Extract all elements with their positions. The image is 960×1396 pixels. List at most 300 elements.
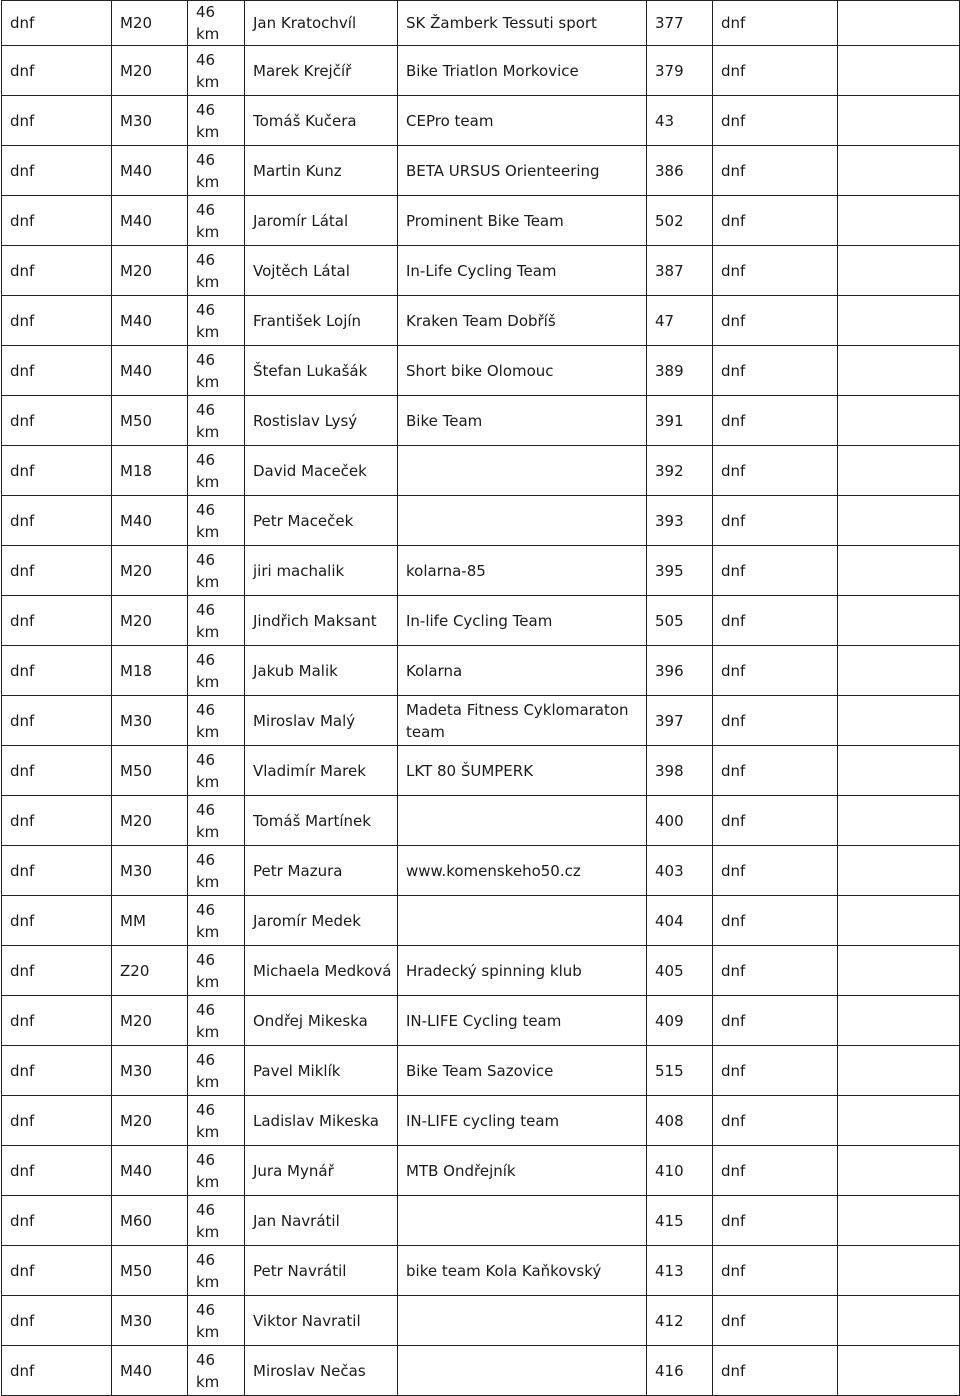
table-row <box>2 696 960 746</box>
distance-unit: km <box>196 1222 220 1241</box>
distance-unit: km <box>196 472 220 491</box>
start-number-cell: 377 <box>647 1 713 46</box>
distance-cell <box>188 1346 245 1396</box>
team-cell: SK Žamberk Tessuti sport <box>398 1 647 46</box>
distance-unit: km <box>196 1272 220 1291</box>
start-number-cell: 405 <box>647 946 713 996</box>
empty-cell <box>838 396 960 446</box>
category-cell: M40 <box>112 1346 188 1396</box>
empty-cell <box>838 346 960 396</box>
empty-cell <box>838 796 960 846</box>
table-row <box>2 896 960 946</box>
status-cell: dnf <box>2 1 112 46</box>
start-number-cell: 389 <box>647 346 713 396</box>
status-cell: dnf <box>2 246 112 296</box>
distance-cell <box>188 46 245 96</box>
team-cell: MTB Ondřejník <box>398 1146 647 1196</box>
start-number-cell: 396 <box>647 646 713 696</box>
table-row <box>2 1046 960 1096</box>
empty-cell <box>838 1246 960 1296</box>
rider-name-cell: Petr Mazura <box>245 846 398 896</box>
result-cell: dnf <box>713 1296 838 1346</box>
result-cell: dnf <box>713 1096 838 1146</box>
rider-name-cell: František Lojín <box>245 296 398 346</box>
distance-value: 46 <box>196 1050 216 1069</box>
rider-name-cell: Jan Navrátil <box>245 1196 398 1246</box>
status-cell: dnf <box>2 1096 112 1146</box>
status-cell: dnf <box>2 796 112 846</box>
distance-cell <box>188 396 245 446</box>
distance-cell <box>188 246 245 296</box>
empty-cell <box>838 446 960 496</box>
empty-cell <box>838 46 960 96</box>
distance-value: 46 <box>196 100 216 119</box>
team-cell: Kolarna <box>398 646 647 696</box>
start-number-cell: 502 <box>647 196 713 246</box>
distance-unit: km <box>196 772 220 791</box>
distance-value: 46 <box>196 1100 216 1119</box>
status-cell: dnf <box>2 1346 112 1396</box>
team-cell <box>398 896 647 946</box>
status-cell: dnf <box>2 896 112 946</box>
distance-unit: km <box>196 922 220 941</box>
table-row <box>2 146 960 196</box>
start-number-cell: 505 <box>647 596 713 646</box>
status-cell: dnf <box>2 296 112 346</box>
distance-cell <box>188 196 245 246</box>
start-number-cell: 387 <box>647 246 713 296</box>
table-row <box>2 546 960 596</box>
team-cell: bike team Kola Kaňkovský <box>398 1246 647 1296</box>
distance-cell <box>188 1096 245 1146</box>
rider-name-cell: Rostislav Lysý <box>245 396 398 446</box>
rider-name-cell: jiri machalik <box>245 546 398 596</box>
distance-unit: km <box>196 372 220 391</box>
table-row <box>2 1146 960 1196</box>
start-number-cell: 393 <box>647 496 713 546</box>
table-row <box>2 1296 960 1346</box>
distance-unit: km <box>196 1122 220 1141</box>
status-cell: dnf <box>2 396 112 446</box>
team-cell: Madeta Fitness Cyklomaraton team <box>398 696 647 746</box>
table-row <box>2 46 960 96</box>
rider-name-cell: Jura Mynář <box>245 1146 398 1196</box>
distance-unit: km <box>196 622 220 641</box>
category-cell: M20 <box>112 246 188 296</box>
distance-unit: km <box>196 322 220 341</box>
team-cell: IN-LIFE Cycling team <box>398 996 647 1046</box>
distance-value: 46 <box>196 3 216 21</box>
start-number-cell: 398 <box>647 746 713 796</box>
status-cell: dnf <box>2 546 112 596</box>
rider-name-cell: Ladislav Mikeska <box>245 1096 398 1146</box>
distance-value: 46 <box>196 800 216 819</box>
rider-name-cell: Petr Maceček <box>245 496 398 546</box>
distance-unit: km <box>196 872 220 891</box>
rider-name-cell: Viktor Navratil <box>245 1296 398 1346</box>
team-cell <box>398 446 647 496</box>
rider-name-cell: Tomáš Martínek <box>245 796 398 846</box>
result-cell: dnf <box>713 946 838 996</box>
distance-value: 46 <box>196 750 216 769</box>
result-cell: dnf <box>713 746 838 796</box>
distance-value: 46 <box>196 200 216 219</box>
rider-name-cell: David Maceček <box>245 446 398 496</box>
category-cell: M60 <box>112 1196 188 1246</box>
team-cell: LKT 80 ŠUMPERK <box>398 746 647 796</box>
empty-cell <box>838 1146 960 1196</box>
distance-cell <box>188 346 245 396</box>
category-cell: M30 <box>112 1046 188 1096</box>
distance-cell <box>188 646 245 696</box>
empty-cell <box>838 946 960 996</box>
rider-name-cell: Štefan Lukašák <box>245 346 398 396</box>
distance-value: 46 <box>196 600 216 619</box>
category-cell: M50 <box>112 396 188 446</box>
table-row <box>2 796 960 846</box>
table-row <box>2 746 960 796</box>
table-row <box>2 1096 960 1146</box>
distance-cell <box>188 846 245 896</box>
results-body <box>2 1 960 1396</box>
category-cell: M30 <box>112 846 188 896</box>
empty-cell <box>838 896 960 946</box>
distance-cell <box>188 1246 245 1296</box>
table-row <box>2 196 960 246</box>
result-cell: dnf <box>713 246 838 296</box>
result-cell: dnf <box>713 146 838 196</box>
rider-name-cell: Marek Krejčíř <box>245 46 398 96</box>
category-cell: M40 <box>112 1146 188 1196</box>
distance-value: 46 <box>196 1300 216 1319</box>
category-cell: M30 <box>112 696 188 746</box>
start-number-cell: 410 <box>647 1146 713 1196</box>
table-row <box>2 346 960 396</box>
distance-value: 46 <box>196 400 216 419</box>
team-cell <box>398 796 647 846</box>
category-cell: M18 <box>112 646 188 696</box>
category-cell: M20 <box>112 996 188 1046</box>
distance-unit: km <box>196 822 220 841</box>
table-row <box>2 1246 960 1296</box>
empty-cell <box>838 1096 960 1146</box>
result-cell: dnf <box>713 596 838 646</box>
distance-unit: km <box>196 1372 220 1391</box>
team-cell: In-Life Cycling Team <box>398 246 647 296</box>
category-cell: M18 <box>112 446 188 496</box>
category-cell: M50 <box>112 1246 188 1296</box>
status-cell: dnf <box>2 746 112 796</box>
distance-value: 46 <box>196 50 216 69</box>
category-cell: M20 <box>112 796 188 846</box>
team-cell: Prominent Bike Team <box>398 196 647 246</box>
rider-name-cell: Martin Kunz <box>245 146 398 196</box>
distance-value: 46 <box>196 150 216 169</box>
distance-unit: km <box>196 172 220 191</box>
start-number-cell: 408 <box>647 1096 713 1146</box>
status-cell: dnf <box>2 496 112 546</box>
start-number-cell: 395 <box>647 546 713 596</box>
result-cell: dnf <box>713 446 838 496</box>
empty-cell <box>838 746 960 796</box>
status-cell: dnf <box>2 96 112 146</box>
empty-cell <box>838 596 960 646</box>
team-cell: Bike Triatlon Morkovice <box>398 46 647 96</box>
category-cell: M40 <box>112 346 188 396</box>
result-cell: dnf <box>713 796 838 846</box>
rider-name-cell: Petr Navrátil <box>245 1246 398 1296</box>
start-number-cell: 416 <box>647 1346 713 1396</box>
distance-unit: km <box>196 1322 220 1341</box>
table-row <box>2 1346 960 1396</box>
distance-unit: km <box>196 522 220 541</box>
empty-cell <box>838 996 960 1046</box>
distance-cell <box>188 296 245 346</box>
distance-value: 46 <box>196 950 216 969</box>
distance-cell <box>188 896 245 946</box>
distance-value: 46 <box>196 350 216 369</box>
distance-unit: km <box>196 722 220 741</box>
distance-value: 46 <box>196 500 216 519</box>
status-cell: dnf <box>2 646 112 696</box>
start-number-cell: 403 <box>647 846 713 896</box>
table-row <box>2 846 960 896</box>
rider-name-cell: Miroslav Malý <box>245 696 398 746</box>
empty-cell <box>838 96 960 146</box>
distance-unit: km <box>196 972 220 991</box>
distance-cell <box>188 1046 245 1096</box>
distance-value: 46 <box>196 1150 216 1169</box>
start-number-cell: 409 <box>647 996 713 1046</box>
empty-cell <box>838 696 960 746</box>
category-cell: MM <box>112 896 188 946</box>
empty-cell <box>838 846 960 896</box>
table-row <box>2 246 960 296</box>
result-cell: dnf <box>713 1046 838 1096</box>
start-number-cell: 413 <box>647 1246 713 1296</box>
rider-name-cell: Michaela Medková <box>245 946 398 996</box>
distance-cell <box>188 546 245 596</box>
distance-unit: km <box>196 72 220 91</box>
start-number-cell: 404 <box>647 896 713 946</box>
team-cell: Hradecký spinning klub <box>398 946 647 996</box>
category-cell: M40 <box>112 146 188 196</box>
start-number-cell: 43 <box>647 96 713 146</box>
table-row <box>2 96 960 146</box>
rider-name-cell: Jan Kratochvíl <box>245 1 398 46</box>
status-cell: dnf <box>2 696 112 746</box>
result-cell: dnf <box>713 846 838 896</box>
category-cell: M30 <box>112 1296 188 1346</box>
distance-cell <box>188 796 245 846</box>
distance-value: 46 <box>196 1350 216 1369</box>
category-cell: M40 <box>112 296 188 346</box>
status-cell: dnf <box>2 46 112 96</box>
status-cell: dnf <box>2 196 112 246</box>
distance-cell <box>188 696 245 746</box>
empty-cell <box>838 146 960 196</box>
team-cell: IN-LIFE cycling team <box>398 1096 647 1146</box>
distance-cell <box>188 96 245 146</box>
table-row <box>2 596 960 646</box>
team-cell <box>398 1196 647 1246</box>
table-row <box>2 296 960 346</box>
status-cell: dnf <box>2 146 112 196</box>
distance-cell <box>188 596 245 646</box>
distance-cell <box>188 996 245 1046</box>
team-cell <box>398 496 647 546</box>
distance-unit: km <box>196 1022 220 1041</box>
table-row <box>2 996 960 1046</box>
result-cell: dnf <box>713 546 838 596</box>
distance-value: 46 <box>196 1250 216 1269</box>
results-table <box>1 0 960 1396</box>
team-cell: Short bike Olomouc <box>398 346 647 396</box>
status-cell: dnf <box>2 946 112 996</box>
category-cell: Z20 <box>112 946 188 996</box>
status-cell: dnf <box>2 1246 112 1296</box>
team-cell <box>398 1346 647 1396</box>
distance-value: 46 <box>196 1200 216 1219</box>
category-cell: M30 <box>112 96 188 146</box>
start-number-cell: 400 <box>647 796 713 846</box>
rider-name-cell: Jaromír Medek <box>245 896 398 946</box>
status-cell: dnf <box>2 346 112 396</box>
team-cell: Kraken Team Dobříš <box>398 296 647 346</box>
distance-cell <box>188 1196 245 1246</box>
distance-unit: km <box>196 572 220 591</box>
status-cell: dnf <box>2 1196 112 1246</box>
distance-unit: km <box>196 1172 220 1191</box>
table-row <box>2 946 960 996</box>
distance-value: 46 <box>196 450 216 469</box>
result-cell: dnf <box>713 1 838 46</box>
team-cell: CEPro team <box>398 96 647 146</box>
table-row <box>2 1196 960 1246</box>
rider-name-cell: Miroslav Nečas <box>245 1346 398 1396</box>
start-number-cell: 47 <box>647 296 713 346</box>
table-row <box>2 1 960 46</box>
rider-name-cell: Jakub Malik <box>245 646 398 696</box>
result-cell: dnf <box>713 46 838 96</box>
team-cell: Bike Team Sazovice <box>398 1046 647 1096</box>
start-number-cell: 397 <box>647 696 713 746</box>
start-number-cell: 386 <box>647 146 713 196</box>
start-number-cell: 412 <box>647 1296 713 1346</box>
team-cell <box>398 1296 647 1346</box>
result-cell: dnf <box>713 896 838 946</box>
result-cell: dnf <box>713 296 838 346</box>
empty-cell <box>838 546 960 596</box>
distance-cell <box>188 146 245 196</box>
result-cell: dnf <box>713 1196 838 1246</box>
rider-name-cell: Ondřej Mikeska <box>245 996 398 1046</box>
distance-value: 46 <box>196 900 216 919</box>
distance-value: 46 <box>196 250 216 269</box>
table-row <box>2 396 960 446</box>
start-number-cell: 391 <box>647 396 713 446</box>
distance-unit: km <box>196 222 220 241</box>
empty-cell <box>838 646 960 696</box>
result-cell: dnf <box>713 196 838 246</box>
result-cell: dnf <box>713 996 838 1046</box>
start-number-cell: 392 <box>647 446 713 496</box>
empty-cell <box>838 1346 960 1396</box>
result-cell: dnf <box>713 696 838 746</box>
start-number-cell: 415 <box>647 1196 713 1246</box>
distance-unit: km <box>196 672 220 691</box>
distance-unit: km <box>196 1072 220 1091</box>
result-cell: dnf <box>713 1346 838 1396</box>
result-cell: dnf <box>713 96 838 146</box>
status-cell: dnf <box>2 996 112 1046</box>
team-cell: In-life Cycling Team <box>398 596 647 646</box>
start-number-cell: 379 <box>647 46 713 96</box>
category-cell: M20 <box>112 1 188 46</box>
result-cell: dnf <box>713 1246 838 1296</box>
rider-name-cell: Vladimír Marek <box>245 746 398 796</box>
rider-name-cell: Jindřich Maksant <box>245 596 398 646</box>
empty-cell <box>838 246 960 296</box>
distance-value: 46 <box>196 1000 216 1019</box>
distance-value: 46 <box>196 550 216 569</box>
rider-name-cell: Vojtěch Látal <box>245 246 398 296</box>
status-cell: dnf <box>2 596 112 646</box>
distance-cell <box>188 946 245 996</box>
result-cell: dnf <box>713 496 838 546</box>
status-cell: dnf <box>2 1296 112 1346</box>
result-cell: dnf <box>713 1146 838 1196</box>
status-cell: dnf <box>2 1146 112 1196</box>
distance-value: 46 <box>196 700 216 719</box>
category-cell: M50 <box>112 746 188 796</box>
distance-unit: km <box>196 272 220 291</box>
empty-cell <box>838 196 960 246</box>
table-row <box>2 446 960 496</box>
team-cell: BETA URSUS Orienteering <box>398 146 647 196</box>
result-cell: dnf <box>713 646 838 696</box>
category-cell: M40 <box>112 496 188 546</box>
start-number-cell: 515 <box>647 1046 713 1096</box>
result-cell: dnf <box>713 396 838 446</box>
distance-unit: km <box>196 122 220 141</box>
distance-value: 46 <box>196 300 216 319</box>
rider-name-cell: Tomáš Kučera <box>245 96 398 146</box>
category-cell: M20 <box>112 546 188 596</box>
empty-cell <box>838 296 960 346</box>
distance-cell <box>188 1 245 46</box>
distance-cell <box>188 446 245 496</box>
status-cell: dnf <box>2 846 112 896</box>
distance-cell <box>188 746 245 796</box>
table-row <box>2 496 960 546</box>
category-cell: M20 <box>112 596 188 646</box>
empty-cell <box>838 1046 960 1096</box>
result-cell: dnf <box>713 346 838 396</box>
status-cell: dnf <box>2 446 112 496</box>
distance-cell <box>188 1296 245 1346</box>
empty-cell <box>838 1296 960 1346</box>
distance-unit: km <box>196 25 220 43</box>
empty-cell <box>838 496 960 546</box>
distance-cell <box>188 496 245 546</box>
rider-name-cell: Pavel Miklík <box>245 1046 398 1096</box>
status-cell: dnf <box>2 1046 112 1096</box>
distance-value: 46 <box>196 850 216 869</box>
category-cell: M20 <box>112 1096 188 1146</box>
team-cell: kolarna-85 <box>398 546 647 596</box>
category-cell: M40 <box>112 196 188 246</box>
